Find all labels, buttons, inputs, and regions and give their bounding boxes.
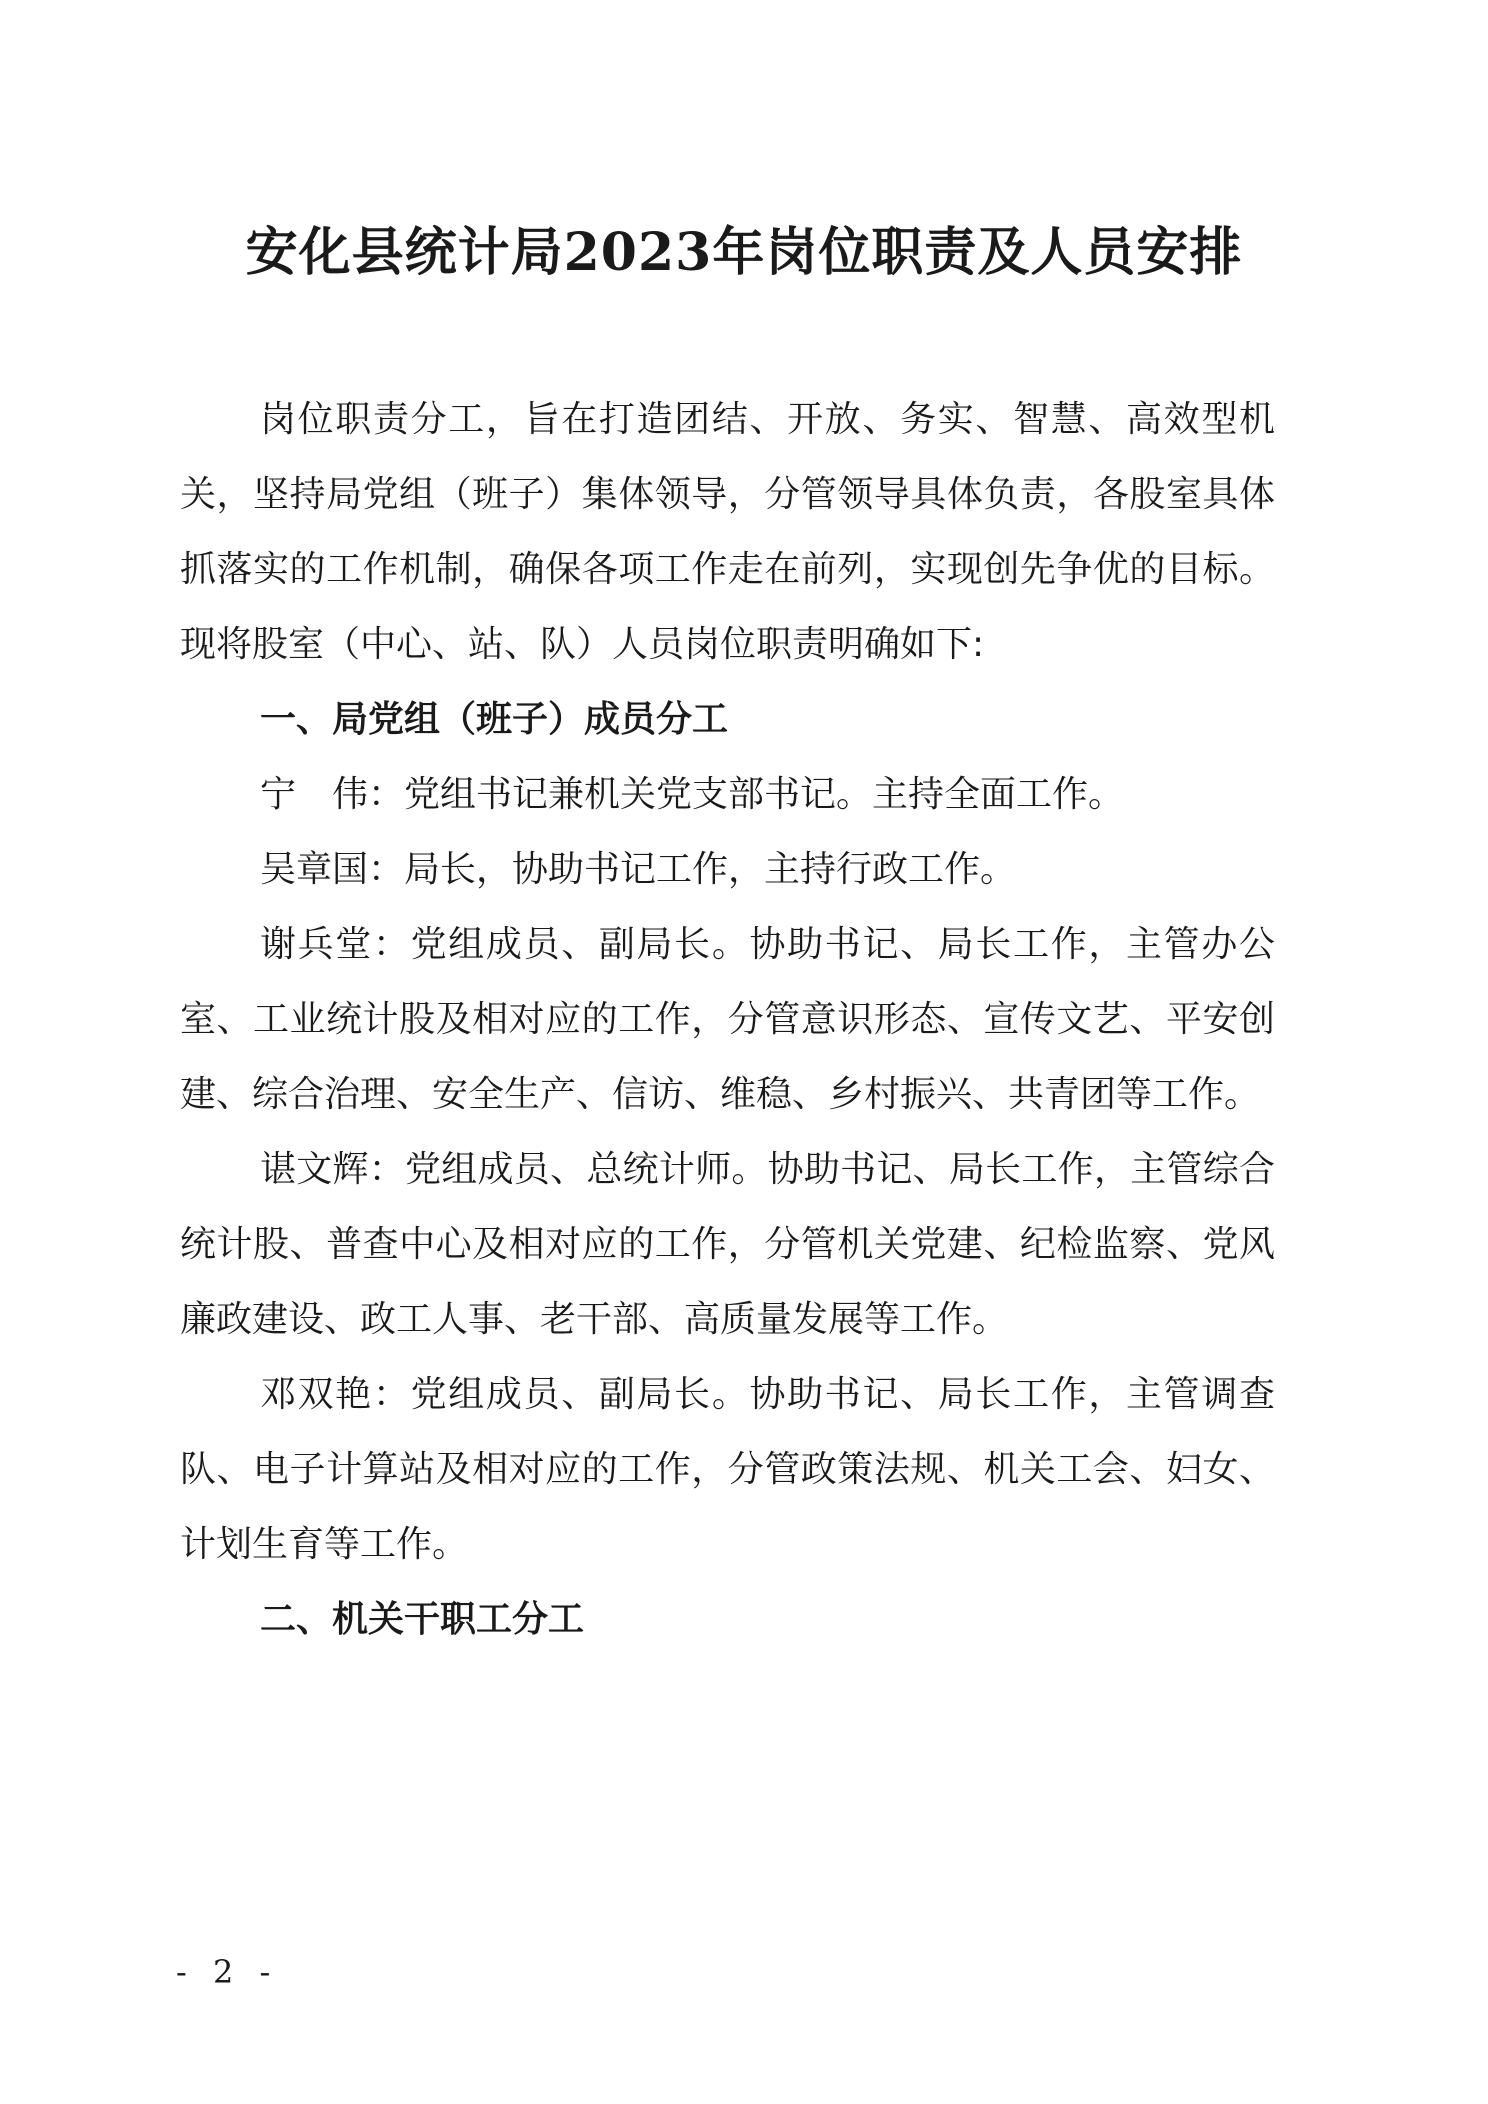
duty-paragraph-xie-bingtang: 谢兵堂：党组成员、副局长。协助书记、局长工作，主管办公室、工业统计股及相对应的工作，分管意识形态、宣传文艺、平安创建、综合治理、安全生产、信访、维稳、乡村振兴、共青团等工作。	[180, 924, 1275, 1115]
document-body	[180, 382, 1275, 1657]
duty-paragraph-ning-wei: 宁 伟：党组书记兼机关党支部书记。主持全面工作。	[260, 774, 1125, 815]
section-heading-1: 一、局党组（班子）成员分工	[260, 699, 729, 740]
duty-paragraph-wu-zhangguo: 吴章国：局长，协助书记工作，主持行政工作。	[260, 849, 1017, 890]
section-heading-2: 二、机关干职工分工	[260, 1599, 585, 1640]
document-title: 安化县统计局2023年岗位职责及人员安排	[245, 222, 1243, 283]
page-number: - 2 -	[176, 1953, 279, 1991]
intro-paragraph: 岗位职责分工，旨在打造团结、开放、务实、智慧、高效型机关，坚持局党组（班子）集体领导，分管领导具体负责，各股室具体抓落实的工作机制，确保各项工作走在前列，实现创先争优的目标。现将股室（中心、站、队）人员岗位职责明确如下:	[180, 399, 1275, 665]
duty-paragraph-chen-wenhui: 谌文辉：党组成员、总统计师。协助书记、局长工作，主管综合统计股、普查中心及相对应的工作，分管机关党建、纪检监察、党风廉政建设、政工人事、老干部、高质量发展等工作。	[180, 1149, 1275, 1340]
duty-paragraph-deng-shuangyan: 邓双艳：党组成员、副局长。协助书记、局长工作，主管调查队、电子计算站及相对应的工作，分管政策法规、机关工会、妇女、计划生育等工作。	[180, 1374, 1275, 1565]
